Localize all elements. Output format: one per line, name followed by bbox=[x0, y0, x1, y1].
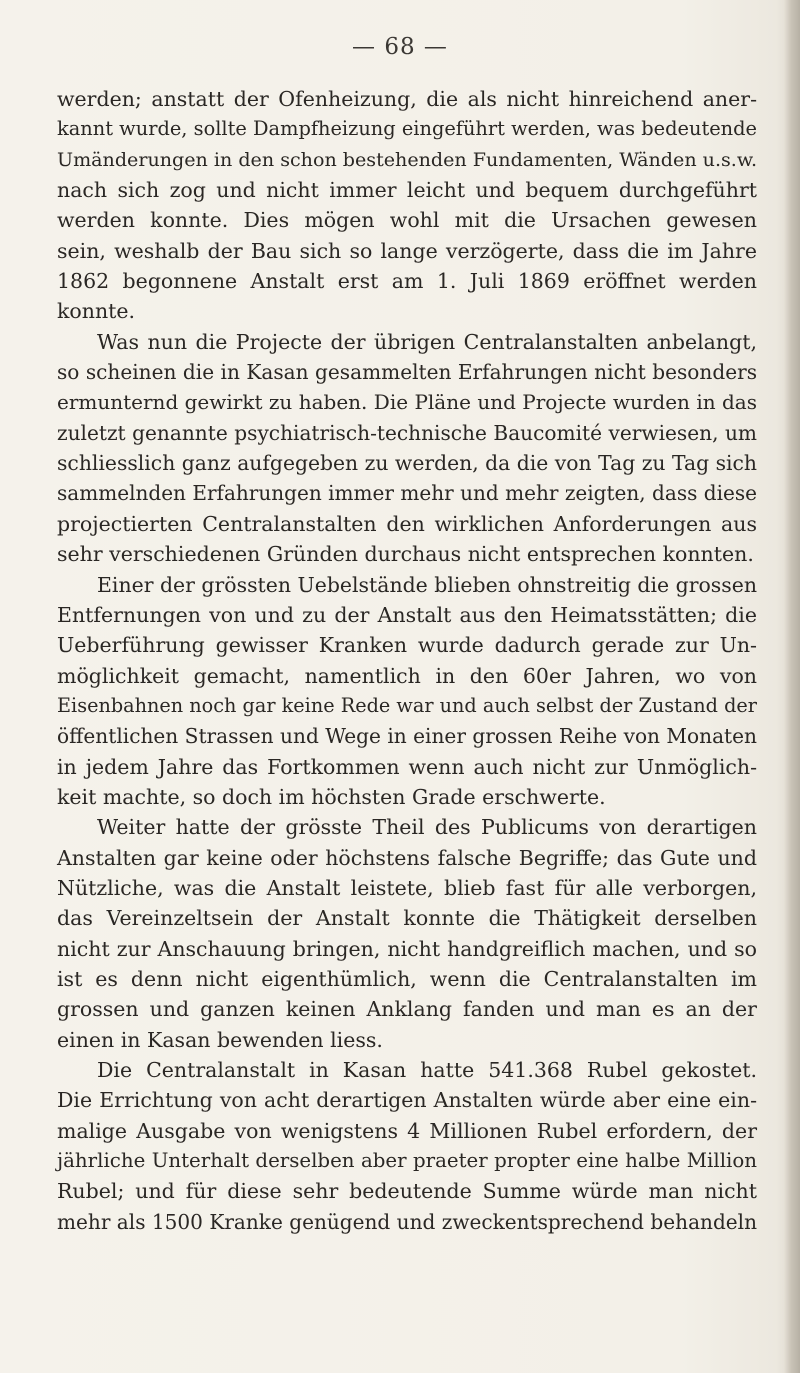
body-text bbox=[57, 84, 757, 1237]
text-line: Umänderungen in den schon bestehenden Fundamenten, Wänden u.s.w. bbox=[57, 148, 758, 171]
text-line: mehr als 1500 Kranke genügend und zweckentsprechend behandeln bbox=[57, 1209, 757, 1234]
text-line: jährliche Unterhalt derselben aber praeter propter eine halbe Million bbox=[57, 1149, 757, 1173]
paragraph bbox=[57, 812, 757, 1055]
text-line: Ueberführung gewisser Kranken wurde dadurch gerade zur Un- bbox=[57, 633, 757, 658]
text-line: sammelnden Erfahrungen immer mehr und mehr zeigten, dass diese bbox=[57, 481, 757, 506]
text-line: Weiter hatte der grösste Theil des Publicums von derartigen bbox=[97, 815, 757, 840]
text-line: grossen und ganzen keinen Anklang fanden und man es an der bbox=[57, 997, 757, 1022]
page-edge-shadow bbox=[784, 0, 800, 1373]
text-line: Was nun die Projecte der übrigen Centralanstalten anbelangt, bbox=[97, 329, 757, 354]
text-line: möglichkeit gemacht, namentlich in den 60er Jahren, wo von bbox=[57, 663, 757, 688]
text-line: zuletzt genannte psychiatrisch-technische Baucomité verwiesen, um bbox=[57, 420, 757, 445]
text-line: Entfernungen von und zu der Anstalt aus den Heimatsstätten; die bbox=[57, 602, 757, 627]
paragraph bbox=[57, 570, 757, 813]
text-line: das Vereinzeltsein der Anstalt konnte die Thätigkeit derselben bbox=[57, 906, 757, 931]
text-line: Die Errichtung von acht derartigen Anstalten würde aber eine ein- bbox=[57, 1088, 757, 1113]
text-line: Die Centralanstalt in Kasan hatte 541.368 Rubel gekostet. bbox=[97, 1058, 757, 1082]
text-line: ist es denn nicht eigenthümlich, wenn die Centralanstalten im bbox=[57, 966, 757, 991]
text-line: so scheinen die in Kasan gesammelten Erfahrungen nicht besonders bbox=[57, 360, 757, 385]
text-line: werden; anstatt der Ofenheizung, die als nicht hinreichend aner- bbox=[57, 87, 757, 111]
text-line: öffentlichen Strassen und Wege in einer grossen Reihe von Monaten bbox=[57, 724, 757, 749]
paragraph bbox=[57, 327, 757, 570]
paragraph bbox=[57, 1055, 757, 1237]
text-line: Eisenbahnen noch gar keine Rede war und auch selbst der Zustand der bbox=[57, 693, 757, 717]
text-line: Nützliche, was die Anstalt leistete, blieb fast für alle verborgen, bbox=[57, 875, 757, 900]
text-line: 1862 begonnene Anstalt erst am 1. Juli 1869 eröffnet werden bbox=[57, 269, 757, 294]
text-line: malige Ausgabe von wenigstens 4 Millionen Rubel erfordern, der bbox=[57, 1118, 757, 1143]
text-line: sein, weshalb der Bau sich so lange verzögerte, dass die im Jahre bbox=[57, 238, 757, 263]
text-line: nicht zur Anschauung bringen, nicht handgreiflich machen, und so bbox=[57, 936, 757, 961]
text-line: keit machte, so doch im höchsten Grade erschwerte. bbox=[57, 784, 606, 809]
page-number: — 68 — bbox=[352, 34, 448, 60]
text-line: konnte. bbox=[57, 299, 136, 324]
text-line: sehr verschiedenen Gründen durchaus nicht entsprechen konnten. bbox=[57, 542, 754, 567]
text-line: ermunternd gewirkt zu haben. Die Pläne und Projecte wurden in das bbox=[57, 390, 757, 415]
text-line: kannt wurde, sollte Dampfheizung eingeführt werden, was bedeutende bbox=[57, 117, 757, 141]
text-line: einen in Kasan bewenden liess. bbox=[57, 1027, 383, 1052]
text-line: Einer der grössten Uebelstände blieben ohnstreitig die grossen bbox=[97, 572, 758, 597]
text-line: projectierten Centralanstalten den wirklichen Anforderungen aus bbox=[57, 511, 757, 536]
text-line: nach sich zog und nicht immer leicht und bequem durchgeführt bbox=[57, 178, 757, 203]
text-line: in jedem Jahre das Fortkommen wenn auch nicht zur Unmöglich- bbox=[57, 754, 757, 779]
text-line: Anstalten gar keine oder höchstens falsche Begriffe; das Gute und bbox=[57, 845, 757, 870]
text-line: werden konnte. Dies mögen wohl mit die Ursachen gewesen bbox=[57, 208, 757, 233]
text-line: schliesslich ganz aufgegeben zu werden, da die von Tag zu Tag sich bbox=[57, 451, 757, 476]
text-line: Rubel; und für diese sehr bedeutende Summe würde man nicht bbox=[57, 1179, 757, 1204]
paragraph bbox=[57, 84, 757, 327]
